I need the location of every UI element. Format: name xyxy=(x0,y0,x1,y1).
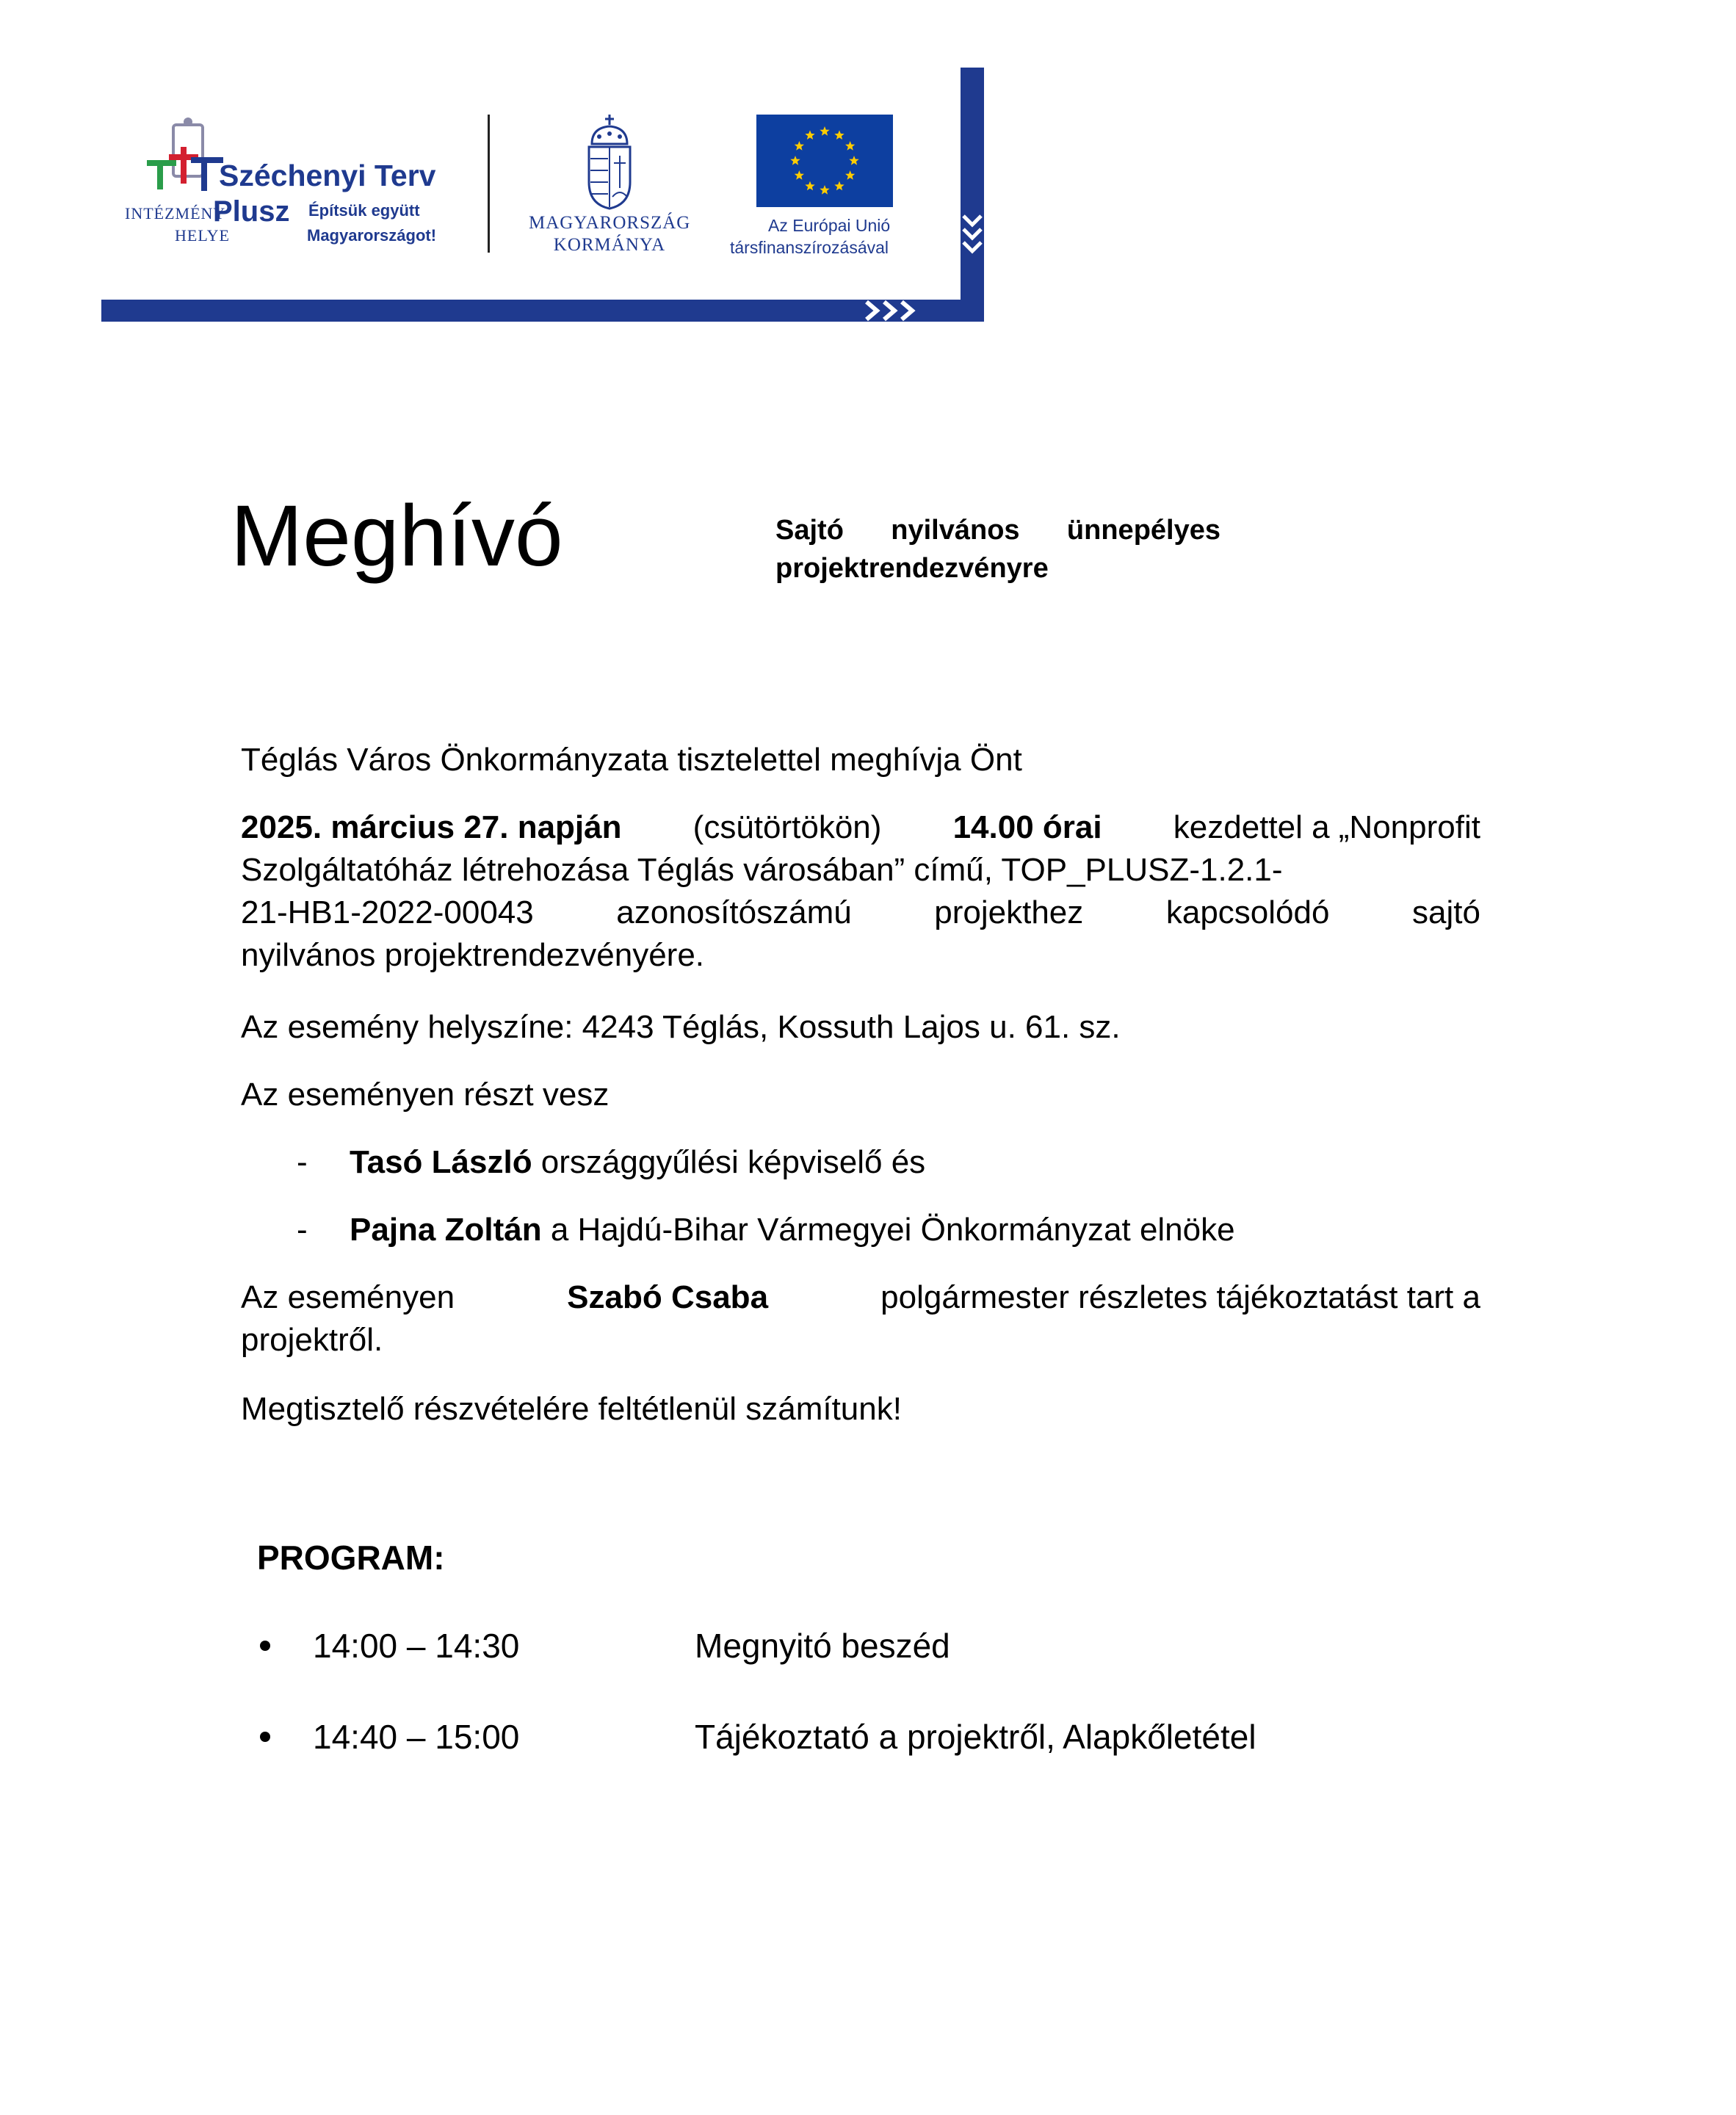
slogan-line2: Magyarországot! xyxy=(307,226,437,245)
participant-role: a Hajdú-Bihar Vármegyei Önkormányzat elnöke xyxy=(541,1212,1235,1248)
event-line2 xyxy=(241,849,1480,892)
header-bottom-bar xyxy=(101,300,968,322)
program-item xyxy=(260,1624,1435,1667)
participant-name: Pajna Zoltán xyxy=(350,1212,542,1248)
program-time: 14:00 – 14:30 xyxy=(313,1627,520,1665)
hungarian-coat-of-arms-icon xyxy=(586,115,633,210)
szechenyi-emblem-icon xyxy=(147,118,228,198)
government-line1: MAGYARORSZÁG xyxy=(529,213,691,233)
event-paragraph xyxy=(241,806,1480,977)
eu-cofinancing-logo xyxy=(727,115,933,261)
eu-star-icon xyxy=(790,156,800,165)
event-word: azonosítószámú xyxy=(616,894,852,930)
eu-stars-icon xyxy=(756,115,893,207)
eu-flag-icon xyxy=(756,115,893,207)
event-date: 2025. március 27. napján xyxy=(241,809,622,845)
header-right-bar xyxy=(961,68,984,322)
venue-paragraph: Az esemény helyszíne: 4243 Téglás, Kossuth Lajos u. 61. sz. xyxy=(241,1009,1121,1045)
program-time: 14:40 – 15:00 xyxy=(313,1718,520,1756)
participant-role: országgyűlési képviselő és xyxy=(532,1144,926,1180)
eu-star-icon xyxy=(795,141,804,151)
event-word: sajtó xyxy=(1412,894,1480,930)
subtitle-line1 xyxy=(775,511,1220,549)
subtitle-word: Sajtó xyxy=(775,515,844,546)
event-word: projekthez xyxy=(934,894,1084,930)
mayor-line2: projektről. xyxy=(241,1322,383,1358)
szechenyi-terv-logo xyxy=(125,118,470,250)
participant-item xyxy=(297,1209,1235,1251)
eu-star-icon xyxy=(834,130,844,140)
subtitle-word: nyilvános xyxy=(891,515,1020,546)
eu-line1: Az Európai Unió xyxy=(768,216,891,235)
eu-line2: társfinanszírozásával xyxy=(730,238,889,257)
eu-star-icon xyxy=(820,126,829,136)
intro-paragraph: Téglás Város Önkormányzata tisztelettel meghívja Önt xyxy=(241,742,1022,778)
subtitle-word: ünnepélyes xyxy=(1066,515,1220,546)
eu-star-icon xyxy=(849,156,858,165)
mayor-line1 xyxy=(241,1276,1480,1319)
event-time: 14.00 órai xyxy=(952,809,1102,845)
participant-item xyxy=(297,1141,925,1184)
mayor-after: polgármester részletes tájékoztatást tart a xyxy=(871,1279,1480,1315)
hungarian-government-logo xyxy=(529,112,690,258)
event-weekday: (csütörtökön) xyxy=(684,809,891,845)
page-title: Meghívó xyxy=(231,488,563,585)
event-line3 xyxy=(241,892,1480,934)
eu-star-icon xyxy=(820,185,829,195)
dash-bullet: - xyxy=(297,1144,308,1180)
szechenyi-title: Széchenyi Terv xyxy=(219,159,436,192)
eu-star-icon xyxy=(834,181,844,191)
page-subtitle xyxy=(775,511,1220,588)
program-description: Megnyitó beszéd xyxy=(695,1627,950,1665)
eu-star-icon xyxy=(805,130,814,140)
event-line1 xyxy=(241,806,1480,849)
closing-paragraph: Megtisztelő részvételére feltétlenül számítunk! xyxy=(241,1391,902,1427)
subtitle-line2: projektrendezvényre xyxy=(775,553,1049,584)
participant-name: Tasó László xyxy=(350,1144,532,1180)
event-line2-text: Szolgáltatóház létrehozása Téglás városában” című, TOP_PLUSZ-1.2.1- xyxy=(241,852,1283,888)
eu-star-icon xyxy=(805,181,814,191)
event-line1-rest: kezdettel a „Nonprofit xyxy=(1164,809,1480,845)
chevron-down-icon xyxy=(961,213,984,279)
event-word: kapcsolódó xyxy=(1165,894,1330,930)
logo-divider xyxy=(488,115,490,253)
government-line2: KORMÁNYA xyxy=(553,235,666,255)
bullet-icon xyxy=(260,1732,270,1742)
mayor-before: Az eseményen xyxy=(241,1279,464,1315)
slogan-line1: Építsük együtt xyxy=(308,201,420,220)
participants-intro: Az eseményen részt vesz xyxy=(241,1077,610,1113)
eu-star-icon xyxy=(795,170,804,180)
institution-label-line2: HELYE xyxy=(175,226,230,245)
program-item xyxy=(260,1716,1435,1758)
mayor-name: Szabó Csaba xyxy=(567,1279,769,1315)
event-line4: nyilvános projektrendezvényére. xyxy=(241,937,705,973)
dash-bullet: - xyxy=(297,1212,308,1248)
eu-star-icon xyxy=(845,170,855,180)
eu-star-icon xyxy=(845,141,855,151)
bullet-icon xyxy=(260,1641,270,1651)
program-description: Tájékoztató a projektről, Alapkőletétel xyxy=(695,1718,1256,1756)
szechenyi-plusz: Plusz xyxy=(213,195,290,228)
event-word: 21-HB1-2022-00043 xyxy=(241,894,534,930)
institution-label-line1: INTÉZMÉNY xyxy=(125,204,226,223)
program-heading: PROGRAM: xyxy=(257,1539,445,1577)
mayor-paragraph xyxy=(241,1276,1480,1362)
chevron-arrows-icon xyxy=(864,300,952,322)
